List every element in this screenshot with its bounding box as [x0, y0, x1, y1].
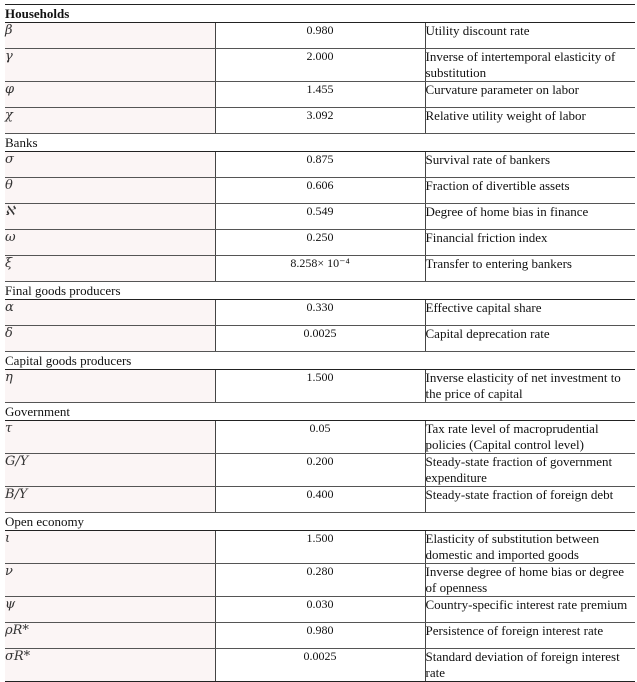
section-header-row	[5, 352, 635, 370]
parameter-row	[5, 300, 635, 326]
parameter-row	[5, 178, 635, 204]
parameter-description: Curvature parameter on labor	[425, 82, 635, 108]
parameter-row	[5, 204, 635, 230]
parameter-symbol: ν	[5, 564, 215, 597]
parameter-row	[5, 256, 635, 282]
parameter-value: 0.0025	[215, 649, 425, 682]
parameter-value: 1.455	[215, 82, 425, 108]
parameter-row	[5, 597, 635, 623]
parameter-row	[5, 454, 635, 487]
parameter-symbol: ι	[5, 531, 215, 564]
section-header-row	[5, 403, 635, 421]
parameter-description: Fraction of divertible assets	[425, 178, 635, 204]
parameter-description: Degree of home bias in finance	[425, 204, 635, 230]
parameter-symbol: χ	[5, 108, 215, 134]
parameter-value: 2.000	[215, 49, 425, 82]
parameter-description: Financial friction index	[425, 230, 635, 256]
parameter-description: Persistence of foreign interest rate	[425, 623, 635, 649]
parameter-symbol: γ	[5, 49, 215, 82]
parameter-description: Inverse degree of home bias or degree of openness	[425, 564, 635, 597]
parameter-row	[5, 564, 635, 597]
parameter-symbol: ρR*	[5, 623, 215, 649]
parameter-symbol: B/Y	[5, 487, 215, 513]
parameter-description: Survival rate of bankers	[425, 152, 635, 178]
parameter-description: Inverse of intertemporal elasticity of substitution	[425, 49, 635, 82]
parameter-value: 0.330	[215, 300, 425, 326]
parameter-description: Relative utility weight of labor	[425, 108, 635, 134]
parameter-value: 8.258× 10⁻⁴	[215, 256, 425, 282]
parameter-description: Steady-state fraction of government expenditure	[425, 454, 635, 487]
parameter-row	[5, 531, 635, 564]
parameter-description: Effective capital share	[425, 300, 635, 326]
parameter-value: 0.0025	[215, 326, 425, 352]
parameter-row	[5, 623, 635, 649]
parameter-symbol: ξ	[5, 256, 215, 282]
parameter-value: 0.980	[215, 623, 425, 649]
parameter-row	[5, 23, 635, 49]
parameter-value: 0.05	[215, 421, 425, 454]
parameter-symbol: ℵ	[5, 204, 215, 230]
parameter-row	[5, 370, 635, 403]
parameter-description: Utility discount rate	[425, 23, 635, 49]
parameter-row	[5, 152, 635, 178]
parameter-symbol: σ	[5, 152, 215, 178]
parameter-row	[5, 649, 635, 682]
parameter-row	[5, 326, 635, 352]
parameter-description: Elasticity of substitution between domestic and imported goods	[425, 531, 635, 564]
parameter-description: Tax rate level of macroprudential policies (Capital control level)	[425, 421, 635, 454]
parameter-table-body	[5, 5, 635, 682]
parameter-description: Capital deprecation rate	[425, 326, 635, 352]
parameter-value: 0.980	[215, 23, 425, 49]
parameter-symbol: φ	[5, 82, 215, 108]
parameter-value: 1.500	[215, 531, 425, 564]
section-title: Households	[5, 5, 635, 23]
parameter-value: 1.500	[215, 370, 425, 403]
parameter-symbol: δ	[5, 326, 215, 352]
parameter-description: Steady-state fraction of foreign debt	[425, 487, 635, 513]
parameter-row	[5, 421, 635, 454]
parameter-table	[5, 4, 635, 682]
parameter-symbol: τ	[5, 421, 215, 454]
parameter-value: 0.875	[215, 152, 425, 178]
parameter-symbol: α	[5, 300, 215, 326]
parameter-value: 3.092	[215, 108, 425, 134]
parameter-description: Transfer to entering bankers	[425, 256, 635, 282]
section-header-row	[5, 134, 635, 152]
section-header-row	[5, 513, 635, 531]
parameter-row	[5, 487, 635, 513]
section-title: Government	[5, 403, 635, 421]
parameter-description: Inverse elasticity of net investment to the price of capital	[425, 370, 635, 403]
parameter-value: 0.030	[215, 597, 425, 623]
parameter-symbol: ω	[5, 230, 215, 256]
parameter-value: 0.250	[215, 230, 425, 256]
section-title: Final goods producers	[5, 282, 635, 300]
parameter-symbol: ψ	[5, 597, 215, 623]
parameter-symbol: η	[5, 370, 215, 403]
section-title: Capital goods producers	[5, 352, 635, 370]
parameter-row	[5, 49, 635, 82]
parameter-value: 0.400	[215, 487, 425, 513]
section-header-row	[5, 282, 635, 300]
parameter-symbol: θ	[5, 178, 215, 204]
parameter-value: 0.549	[215, 204, 425, 230]
parameter-symbol: G/Y	[5, 454, 215, 487]
parameter-description: Standard deviation of foreign interest rate	[425, 649, 635, 682]
parameter-row	[5, 82, 635, 108]
parameter-symbol: σR*	[5, 649, 215, 682]
parameter-symbol: β	[5, 23, 215, 49]
section-title: Banks	[5, 134, 635, 152]
parameter-value: 0.200	[215, 454, 425, 487]
section-title: Open economy	[5, 513, 635, 531]
parameter-value: 0.606	[215, 178, 425, 204]
section-header-row	[5, 5, 635, 23]
parameter-row	[5, 108, 635, 134]
parameter-description: Country-specific interest rate premium	[425, 597, 635, 623]
parameter-row	[5, 230, 635, 256]
parameter-value: 0.280	[215, 564, 425, 597]
